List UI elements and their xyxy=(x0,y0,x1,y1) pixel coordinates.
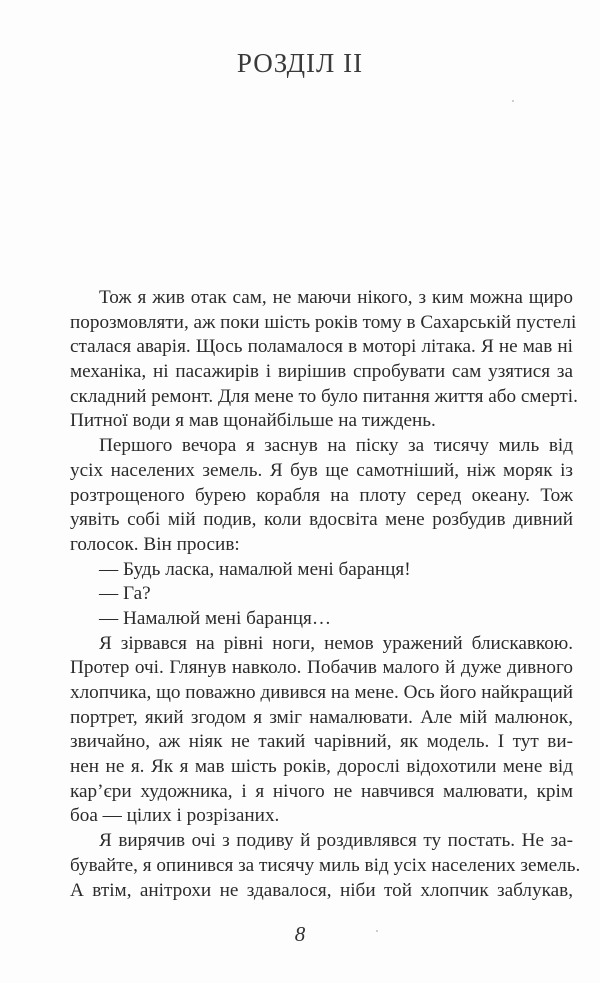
dialogue-line: — Намалюй мені баранця… xyxy=(99,607,332,629)
text-line: голосок. Він просив: xyxy=(70,533,240,555)
text-line: портрет, який згодом я зміг намалювати. Але мій малюнок, xyxy=(70,706,573,728)
text-line: порозмовляти, аж поки шість років тому в Сахарській пустелі xyxy=(70,311,577,333)
text-line: розтрощеного бурею корабля на плоту серед океану. Тож xyxy=(70,484,573,506)
text-line: Я вирячив очі з подиву й роздивлявся ту постать. Не за- xyxy=(99,830,573,852)
text-line: звичайно, аж ніяк не такий чарівний, як модель. І тут ви- xyxy=(70,731,573,753)
body-text xyxy=(70,286,581,903)
text-line: Протер очі. Глянув навколо. Побачив малого й дуже дивного xyxy=(70,657,573,679)
text-line: механіка, ні пасажирів і вирішив спробувати сам узятися за xyxy=(70,361,573,383)
paper-speck xyxy=(376,930,378,932)
chapter-title: РОЗДІЛ II xyxy=(236,48,364,78)
text-line: сталася аварія. Щось поламалося в моторі літака. Я не мав ні xyxy=(70,336,573,358)
dialogue-line: — Га? xyxy=(99,583,151,605)
page-number: 8 xyxy=(294,922,306,946)
dialogue-line: — Будь ласка, намалюй мені баранця! xyxy=(99,558,411,580)
text-line: Я зірвався на рівні ноги, немов уражений блискавкою. xyxy=(99,632,573,654)
text-line: хлопчика, що поважно дивився на мене. Ось його найкращий xyxy=(70,682,573,703)
text-line: бувайте, я опинився за тисячу миль від усіх населених земель. xyxy=(70,854,581,876)
text-line: Першого вечора я заснув на піску за тисячу миль від xyxy=(99,435,573,457)
text-line: нен не я. Як я мав шість років, дорослі відохотили мене від xyxy=(70,756,573,778)
text-line: Тож я жив отак сам, не маючи нікого, з ким можна щиро xyxy=(99,287,573,308)
text-line: кар’єри художника, і я нічого не навчився малювати, крім xyxy=(70,780,573,802)
text-line: уявіть собі мій подив, коли вдосвіта мене розбудив дивний xyxy=(70,509,573,531)
text-line: складний ремонт. Для мене то було питання життя або смерті. xyxy=(70,385,578,407)
text-line: боа — цілих і розрізаних. xyxy=(70,805,280,827)
text-line: усіх населених земель. Я був ще самотніший, ніж моряк із xyxy=(70,459,573,481)
text-line: Питної води я мав щонайбільше на тиждень. xyxy=(70,410,436,432)
text-line: А втім, анітрохи не здавалося, ніби той хлопчик заблукав, xyxy=(70,879,573,901)
paper-speck xyxy=(512,100,514,102)
